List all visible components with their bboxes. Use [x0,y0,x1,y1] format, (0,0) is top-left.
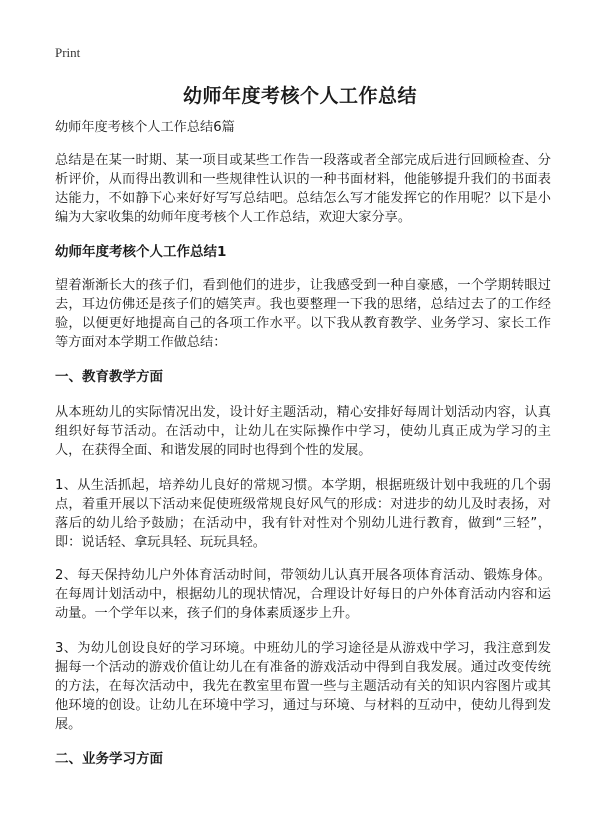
section-paragraph: 望着渐渐长大的孩子们，看到他们的进步，让我感受到一种自豪感，一个学期转眼过去，耳边仿佛还是孩子们的嬉笑声。我也要整理一下我的思绪，总结过去了的工作经验，以便更好地提高自己的各项工作水平。以下我从教育教学、业务学习、家长工作等方面对本学期工作做总结： [55,278,551,350]
page-title: 幼师年度考核个人工作总结 [182,85,417,107]
part-heading: 一、教育教学方面 [55,369,163,385]
print-link[interactable]: Print [55,45,81,60]
part-paragraph: 从本班幼儿的实际情况出发，设计好主题活动，精心安排好每周计划活动内容，认真组织好每节活动。在活动中，让幼儿在实际操作中学习，使幼儿真正成为学习的主人，在获得全面、和谐发展的同时也得到个性的发展。 [55,405,551,458]
section-heading: 幼师年度考核个人工作总结1 [55,244,227,260]
list-item: 3、为幼儿创设良好的学习环境。中班幼儿的学习途径是从游戏中学习，我注意到发掘每一个活动的游戏价值让幼儿在有准备的游戏活动中得到自我发展。通过改变传统的方法，在每次活动中，我先在教室里布置一些与主题活动有关的知识内容图片或其他环境的创设。让幼儿在环境中学习，通过与环境、与材料的互动中，使幼儿得到发展。 [55,641,551,732]
list-item: 2、每天保持幼儿户外体育活动时间，带领幼儿认真开展各项体育活动、锻炼身体。在每周计划活动中，根据幼儿的现状情况，合理设计好每日的户外体育活动内容和运动量。一个学年以来，孩子们的身体素质逐步上升。 [55,568,551,621]
list-item: 1、从生活抓起，培养幼儿良好的常规习惯。本学期，根据班级计划中我班的几个弱点，着重开展以下活动来促使班级常规良好风气的形成：对进步的幼儿及时表扬，对落后的幼儿给予鼓励；在活动中，我有针对性对个别幼儿进行教育，做到“三轻”，即：说话轻、拿玩具轻、玩玩具轻。 [55,478,551,550]
document-body [55,118,551,769]
intro-paragraph: 总结是在某一时期、某一项目或某些工作告一段落或者全部完成后进行回顾检查、分析评价，从而得出教训和一些规律性认识的一种书面材料，他能够提升我们的书面表达能力，不如静下心来好好写写总结吧。总结怎么写才能发挥它的作用呢？以下是小编为大家收集的幼师年度考核个人工作总结，欢迎大家分享。 [55,153,551,225]
part-heading: 二、业务学习方面 [55,751,163,767]
document-subtitle: 幼师年度考核个人工作总结6篇 [55,120,235,135]
